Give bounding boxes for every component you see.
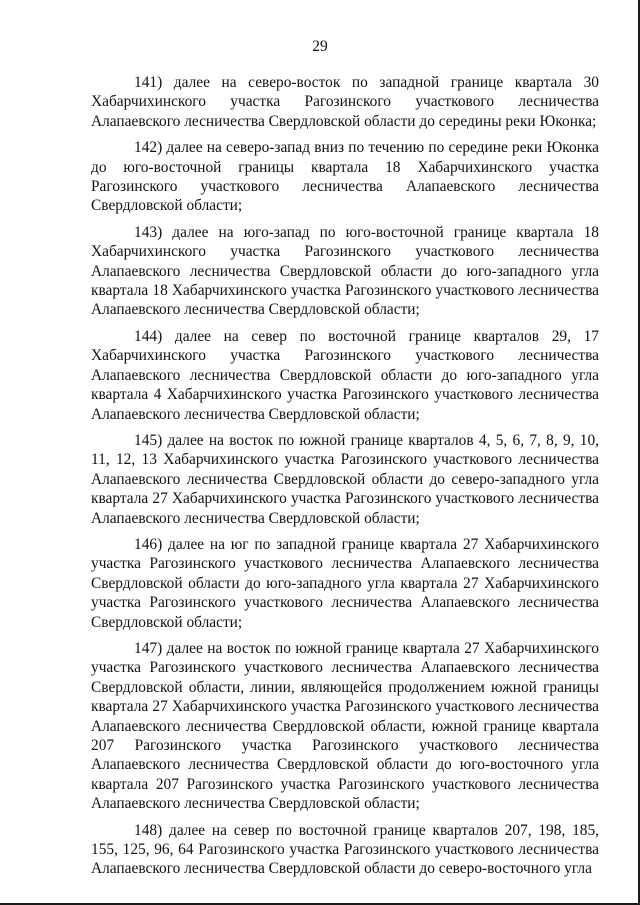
document-body	[91, 73, 599, 886]
paragraph-144: 144) далее на север по восточной границе кварталов 29, 17 Хабарчихинского участка Рагозинского участкового лесничества Алапаевского лесничества Свердловской области до юго-западного угла квартала 4 Хабарчихинского участка Рагозинского участкового лесничества Алапаевского лесничества Свердловской области;	[91, 327, 599, 423]
paragraph-146: 146) далее на юг по западной границе квартала 27 Хабарчихинского участка Рагозинского участкового лесничества Алапаевского лесничества Свердловской области до юго-западного угла квартала 27 Хабарчихинского участка Рагозинского участкового лесничества Алапаевского лесничества Свердловской области;	[91, 535, 599, 631]
paragraph-141: 141) далее на северо-восток по западной границе квартала 30 Хабарчихинского участка Рагозинского участкового лесничества Алапаевского лесничества Свердловской области до середины реки Юконка;	[91, 74, 599, 130]
paragraph-147: 147) далее на восток по южной границе квартала 27 Хабарчихинского участка Рагозинского участкового лесничества Алапаевского лесничества Свердловской области, линии, являющейся продолжением южной границы квартала 27 Хабарчихинского участка Рагозинского участкового лесничества Алапаевского лесничества Свердловской области, южной границе квартала 207 Рагозинского участка Рагозинского участкового лесничества Алапаевского лесничества Свердловской области до юго-восточного угла квартала 207 Рагозинского участка Рагозинского участкового лесничества Алапаевского лесничества Свердловской области;	[91, 639, 599, 813]
paragraph-145: 145) далее на восток по южной границе кварталов 4, 5, 6, 7, 8, 9, 10, 11, 12, 13 Хабарчихинского участка Рагозинского участкового лесничества Алапаевского лесничества Свердловской области до северо-западного угла квартала 27 Хабарчихинского участка Рагозинского участкового лесничества Алапаевского лесничества Свердловской области;	[91, 431, 599, 527]
paragraph-142: 142) далее на северо-запад вниз по течению по середине реки Юконка до юго-восточной границы квартала 18 Хабарчихинского участка Рагозинского участкового лесничества Алапаевского лесничества Свердловской области;	[91, 139, 599, 215]
page-number: 29	[312, 38, 328, 55]
paragraph-143: 143) далее на юго-запад по юго-восточной границе квартала 18 Хабарчихинского участка Рагозинского участкового лесничества Алапаевского лесничества Свердловской области до юго-западного угла квартала 18 Хабарчихинского участка Рагозинского участкового лесничества Алапаевского лесничества Свердловской области;	[91, 223, 599, 319]
paragraph-148: 148) далее на север по восточной границе кварталов 207, 198, 185, 155, 125, 96, 64 Рагозинского участка Рагозинского участкового лесничества Алапаевского лесничества Свердловской области до северо-восточного угла	[91, 821, 599, 878]
